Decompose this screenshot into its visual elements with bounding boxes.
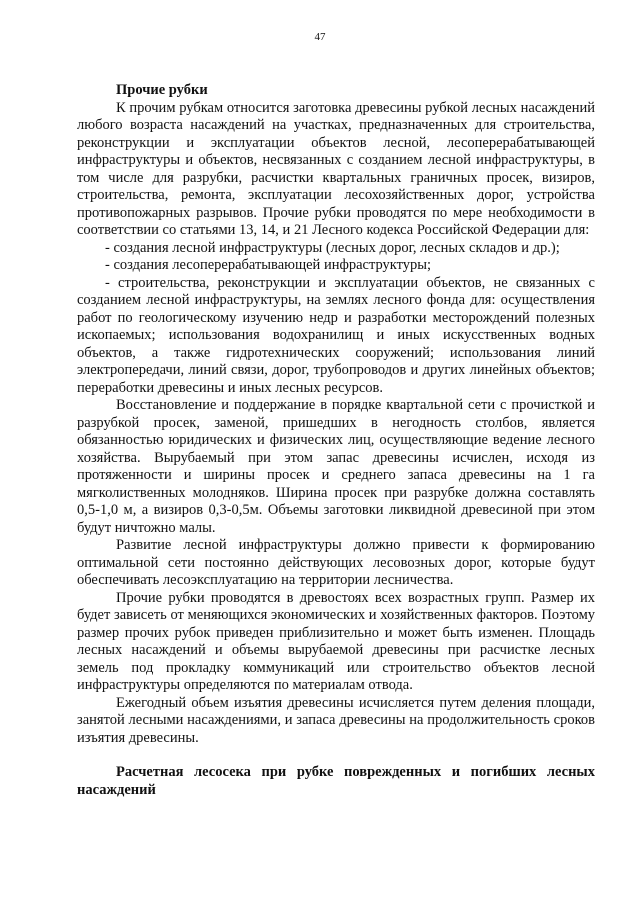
section-spacer: [77, 747, 595, 764]
paragraph-quarter-network: Восстановление и поддержание в порядке квартальной сети с прочисткой и разрубкой просек, заменой, пришедших в негодность столбов, является обязанностью юридических и физических лиц, осуществляющие ведение лесного хозяйства. Вырубаемый при этом запас древесины исчислен, исходя из протяженности и ширины просек и среднего запаса древесины на 1 га мягколиственных молодняков. Ширина просек при разрубке должна составлять 0,5-1,0 м, а визиров 0,3-0,5м. Объемы заготовки ликвидной древесиной при этом будут ничтожно малы.: [77, 397, 595, 536]
paragraph-other-cuttings-size: Прочие рубки проводятся в древостоях всех возрастных групп. Размер их будет зависеть от меняющихся экономических и хозяйственных факторов. Поэтому размер прочих рубок приведен приблизительно и может быть изменен. Площадь лесных насаждений и объемы вырубаемой древесины при расчистке лесных земель под прокладку коммуникаций или строительство объектов лесной инфраструктуры определяются по материалам отвода.: [77, 589, 595, 693]
section-heading-other-cuttings: Прочие рубки: [116, 82, 208, 98]
page-content: [77, 82, 595, 799]
section-heading-damaged-stands: Расчетная лесосека при рубке поврежденных и погибших лесных насаждений: [77, 764, 595, 798]
paragraph-intro: К прочим рубкам относится заготовка древесины рубкой лесных насаждений любого возраста насаждений на участках, предназначенных для строительства, реконструкции и эксплуатации объектов лесной, лесоперерабатывающей инфраструктуры и объектов, несвязанных с созданием лесной инфраструктуры, в том числе для разрубки, расчистки квартальных граничных просек, визиров, строительства, ремонта, эксплуатации лесохозяйственных дорог, устройства противопожарных разрывов. Прочие рубки проводятся по мере необходимости в соответствии со статьями 13, 14, и 21 Лесного кодекса Российской Федерации для:: [77, 99, 595, 238]
paragraph-infrastructure-development: Развитие лесной инфраструктуры должно привести к формированию оптимальной сети постоянно действующих лесовозных дорог, которые будут обеспечивать лесоэксплуатацию на территории лесничества.: [77, 537, 595, 588]
paragraph-annual-volume: Ежегодный объем изъятия древесины исчисляется путем деления площади, занятой лесными насаждениями, и запаса древесины на продолжительность сроков изъятия древесины.: [77, 694, 595, 746]
list-item-processing-infrastructure: - создания лесоперерабатывающей инфраструктуры;: [105, 257, 432, 273]
list-item-forest-infrastructure: - создания лесной инфраструктуры (лесных дорог, лесных складов и др.);: [105, 239, 560, 256]
page-number: 47: [314, 31, 326, 43]
list-item-construction-objects: - строительства, реконструкции и эксплуатации объектов, не связанных с созданием лесной инфраструктуры, на землях лесного фонда для: осуществления работ по геологическому изучению недр и разработки месторождений полезных ископаемых; использования водохранилищ и иных искусственных водных объектов, а также гидротехнических сооружений; использования линий электропередачи, линий связи, дорог, трубопроводов и других линейных объектов; переработки древесины и иных лесных ресурсов.: [77, 274, 595, 396]
